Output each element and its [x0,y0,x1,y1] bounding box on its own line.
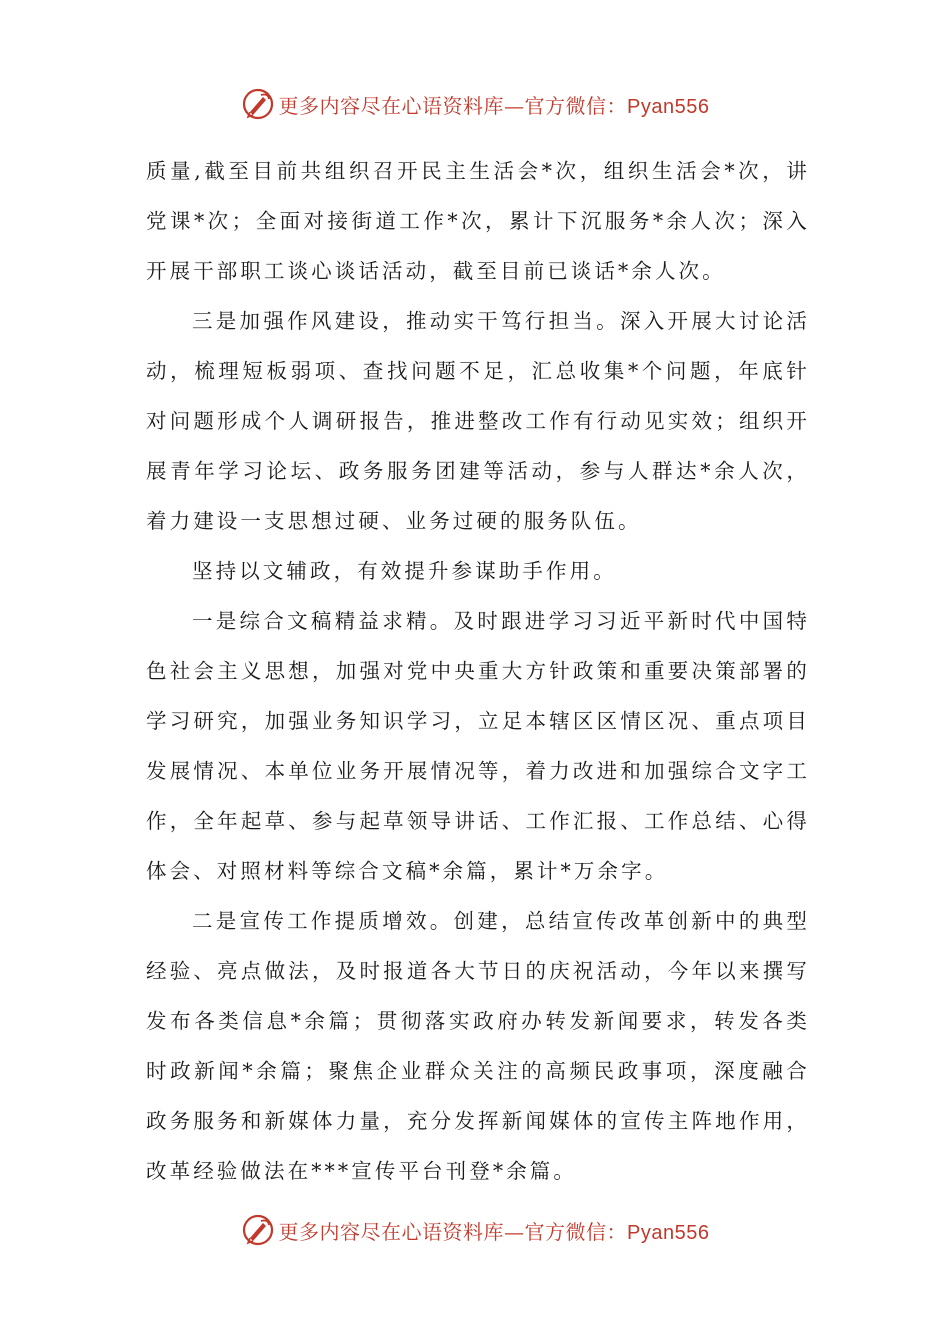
footer-banner [0,1210,950,1250]
paragraph-4: 一是综合文稿精益求精。及时跟进学习习近平新时代中国特色社会主义思想，加强对党中央重大方针政策和重要决策部署的学习研究，加强业务知识学习，立足本辖区区情区况、重点项目发展情况、本单位业务开展情况等，着力改进和加强综合文字工作，全年起草、参与起草领导讲话、工作汇报、工作总结、心得体会、对照材料等综合文稿*余篇，累计*万余字。 [146,609,810,883]
header-banner-text [279,90,710,119]
paragraph-2: 三是加强作风建设，推动实干笃行担当。深入开展大讨论活动，梳理短板弱项、查找问题不足，汇总收集*个问题，年底针对问题形成个人调研报告，推进整改工作有行动见实效；组织开展青年学习论坛、政务服务团建等活动，参与人群达*余人次，着力建设一支思想过硬、业务过硬的服务队伍。 [146,309,810,533]
footer-wechat-id: Pyan556 [627,1221,710,1244]
paragraph-5: 二是宣传工作提质增效。创建，总结宣传改革创新中的典型经验、亮点做法，及时报道各大节日的庆祝活动，今年以来撰写发布各类信息*余篇；贯彻落实政府办转发新闻要求，转发各类时政新闻*余篇；聚焦企业群众关注的高频民政事项，深度融合政务服务和新媒体力量，充分发挥新闻媒体的宣传主阵地作用，改革经验做法在***宣传平台刊登*余篇。 [146,909,810,1183]
paragraph-1: 质量,截至目前共组织召开民主生活会*次，组织生活会*次，讲党课*次；全面对接街道工作*次，累计下沉服务*余人次；深入开展干部职工谈心谈话活动，截至目前已谈话*余人次。 [146,159,810,283]
header-banner [0,84,950,124]
document-body [146,146,810,1196]
pen-logo-icon [241,87,275,121]
paragraph-3: 坚持以文辅政，有效提升参谋助手作用。 [192,559,617,583]
header-wechat-id: Pyan556 [627,95,710,118]
header-wechat-label: 官方微信： [524,93,628,118]
footer-site-text: 更多内容尽在心语资料库 [278,1219,505,1244]
footer-separator: — [504,1219,525,1244]
footer-wechat-label: 官方微信： [524,1219,628,1244]
pen-logo-icon [241,1213,275,1247]
header-separator: — [504,93,525,118]
header-site-text: 更多内容尽在心语资料库 [278,93,505,118]
footer-banner-text [279,1216,710,1245]
